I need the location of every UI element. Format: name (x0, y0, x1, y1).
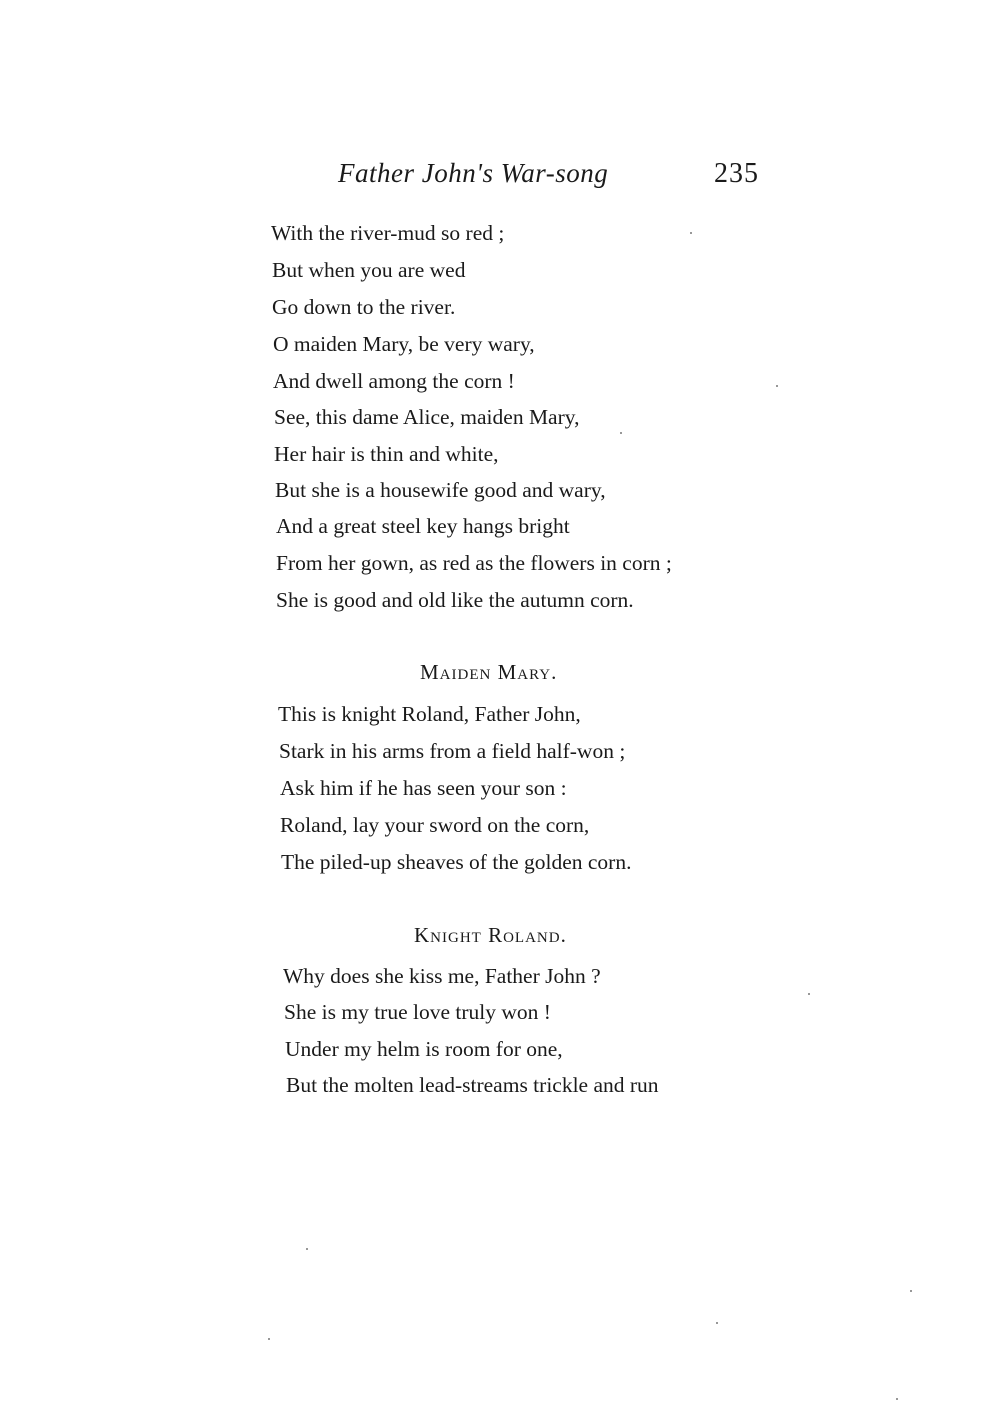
verse-line: With the river-mud so red ; (271, 221, 505, 245)
verse-line: Under my helm is room for one, (285, 1037, 563, 1061)
speaker-heading: Knight Roland. (414, 923, 567, 947)
verse-line: Roland, lay your sword on the corn, (280, 813, 590, 837)
speck (306, 1248, 308, 1250)
speck (776, 385, 778, 387)
verse-line: But she is a housewife good and wary, (275, 478, 606, 502)
speck (808, 993, 810, 995)
verse-line: Why does she kiss me, Father John ? (283, 964, 601, 988)
verse-line: But the molten lead-streams trickle and run (286, 1073, 659, 1097)
speck (690, 232, 692, 234)
speck (268, 1338, 270, 1340)
running-head (338, 158, 798, 198)
verse-line: She is my true love truly won ! (284, 1000, 551, 1024)
verse-line: From her gown, as red as the flowers in corn ; (276, 551, 672, 575)
verse-line: O maiden Mary, be very wary, (273, 332, 535, 356)
verse-line: Ask him if he has seen your son : (280, 776, 567, 800)
verse-line: This is knight Roland, Father John, (278, 702, 581, 726)
verse-line: Go down to the river. (272, 295, 456, 319)
page-number: 235 (714, 158, 759, 189)
verse-line: She is good and old like the autumn corn. (276, 588, 634, 612)
verse-line: Her hair is thin and white, (274, 442, 499, 466)
speck (910, 1290, 912, 1292)
verse-line: But when you are wed (272, 258, 466, 282)
verse-line: And a great steel key hangs bright (276, 514, 570, 538)
speck (716, 1322, 718, 1324)
speaker-heading: Maiden Mary. (420, 660, 558, 684)
verse-line: The piled-up sheaves of the golden corn. (281, 850, 632, 874)
speck (896, 1398, 898, 1400)
verse-line: See, this dame Alice, maiden Mary, (274, 405, 580, 429)
running-title: Father John's War-song (338, 158, 609, 188)
verse-line: Stark in his arms from a field half-won ; (279, 739, 626, 763)
verse-line: And dwell among the corn ! (273, 369, 515, 393)
speck (620, 432, 622, 434)
